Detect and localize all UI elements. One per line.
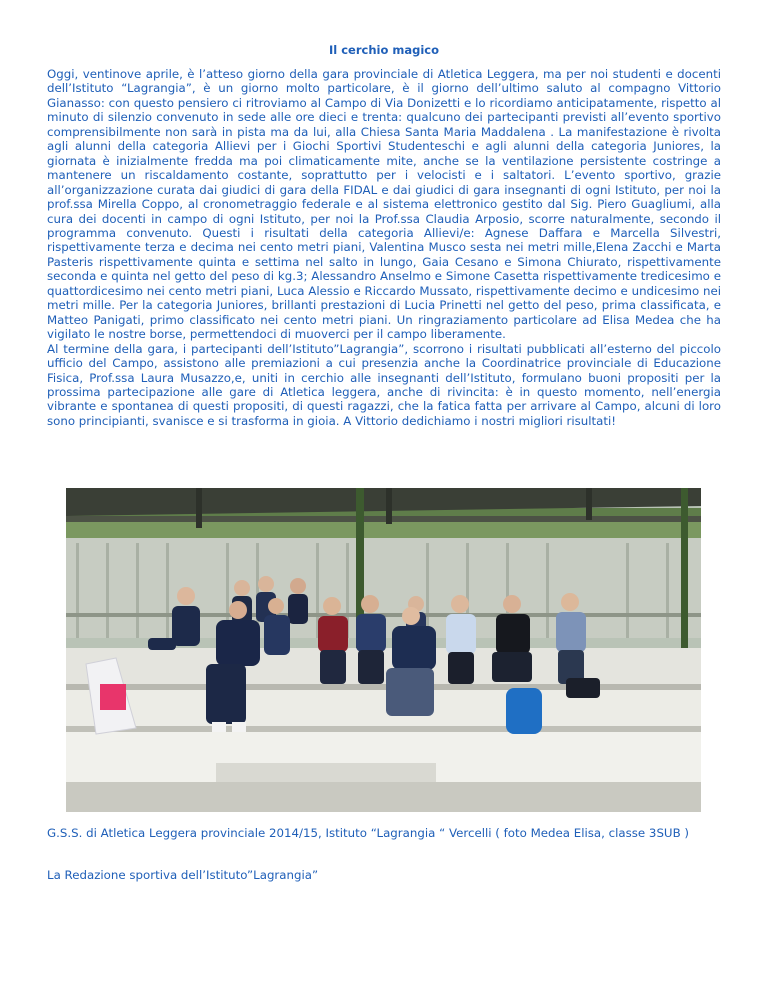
article-signature: La Redazione sportiva dell’Istituto”Lagrangia” [47, 868, 319, 882]
article-paragraph-2: Al termine della gara, i partecipanti dell’Istituto”Lagrangia”, scorrono i risultati pubblicati all’esterno del piccolo ufficio del Campo, assistono alle premiazioni a cui presenzia anche la Coordinatrice provinciale di Educazione Fisica, Prof.ssa Laura Musazzo,e, uniti in cerchio alle insegnanti dell’Istituto, formulano buoni propositi per la prossima partecipazione alle gare di Atletica leggera, anche di rivincita: è in questo momento, nell’energia vibrante e spontanea di questi propositi, di questi ragazzi, che la fatica fatta per arrivare al Campo, alcuni di loro sono principianti, svanisce e si trasforma in gioia. A Vittorio dedichiamo i nostri migliori risultati! [47, 341, 721, 428]
article-body [47, 67, 721, 428]
article-title: Il cerchio magico [329, 43, 439, 57]
article-paragraph-1: Oggi, ventinove aprile, è l’atteso giorno della gara provinciale di Atletica Leggera, ma per noi studenti e docenti dell’Istituto “Lagrangia”, è un giorno molto particolare, è il giorno dell’ultimo saluto al compagno Vittorio Gianasso: con questo pensiero ci ritroviamo al Campo di Via Donizetti e lo ricordiamo anticipatamente, rispetto al minuto di silenzio convenuto in sede alle ore dieci e trenta: qualcuno dei partecipanti previsti all’evento sportivo comprensibilmente non sarà in pista ma da lui, alla Chiesa Santa Maria Maddalena . La manifestazione è rivolta agli alunni della categoria Allievi per i Giochi Sportivi Studenteschi e agli alunni della categoria Juniores, la giornata è inizialmente fredda ma poi climaticamente mite, anche se la ventilazione persistente costringe a mantenere un riscaldamento costante, soprattutto per i velocisti e i saltatori. L’evento sportivo, grazie all’organizzazione curata dai giudici di gara della FIDAL e dai giudici di gara insegnanti di ogni Istituto, per noi la prof.ssa Mirella Coppo, al cronometraggio federale e al sistema elettronico gestito dal Sig. Piero Guagliumi, alla cura dei docenti in campo di ogni Istituto, per noi la Prof.ssa Claudia Arposio, scorre naturalmente, secondo il programma convenuto. Questi i risultati della categoria Allievi/e: Agnese Daffara e Marcella Silvestri, rispettivamente terza e decima nei cento metri piani, Valentina Musco sesta nei metri mille,Elena Zacchi e Marta Pasteris rispettivamente quinta e settima nel salto in lungo, Gaia Cesano e Simona Chiurato, rispettivamente seconda e quinta nel getto del peso di kg.3; Alessandro Anselmo e Simone Casetta rispettivamente tredicesimo e quattordicesimo nei cento metri piani, Luca Alessio e Riccardo Mussato, rispettivamente decimo e undicesimo nei metri mille. Per la categoria Juniores, brillanti prestazioni di Lucia Prinetti nel getto del peso, prima classificata, e Matteo Panigati, primo classificato nei cento metri piani. Un ringraziamento particolare ad Elisa Medea che ha vigilato le nostre borse, permettendoci di muoverci per il campo liberamente. [47, 67, 721, 342]
group-photo [66, 488, 701, 812]
photo-caption: G.S.S. di Atletica Leggera provinciale 2014/15, Istituto “Lagrangia “ Vercelli ( foto Medea Elisa, classe 3SUB ) [47, 826, 690, 840]
